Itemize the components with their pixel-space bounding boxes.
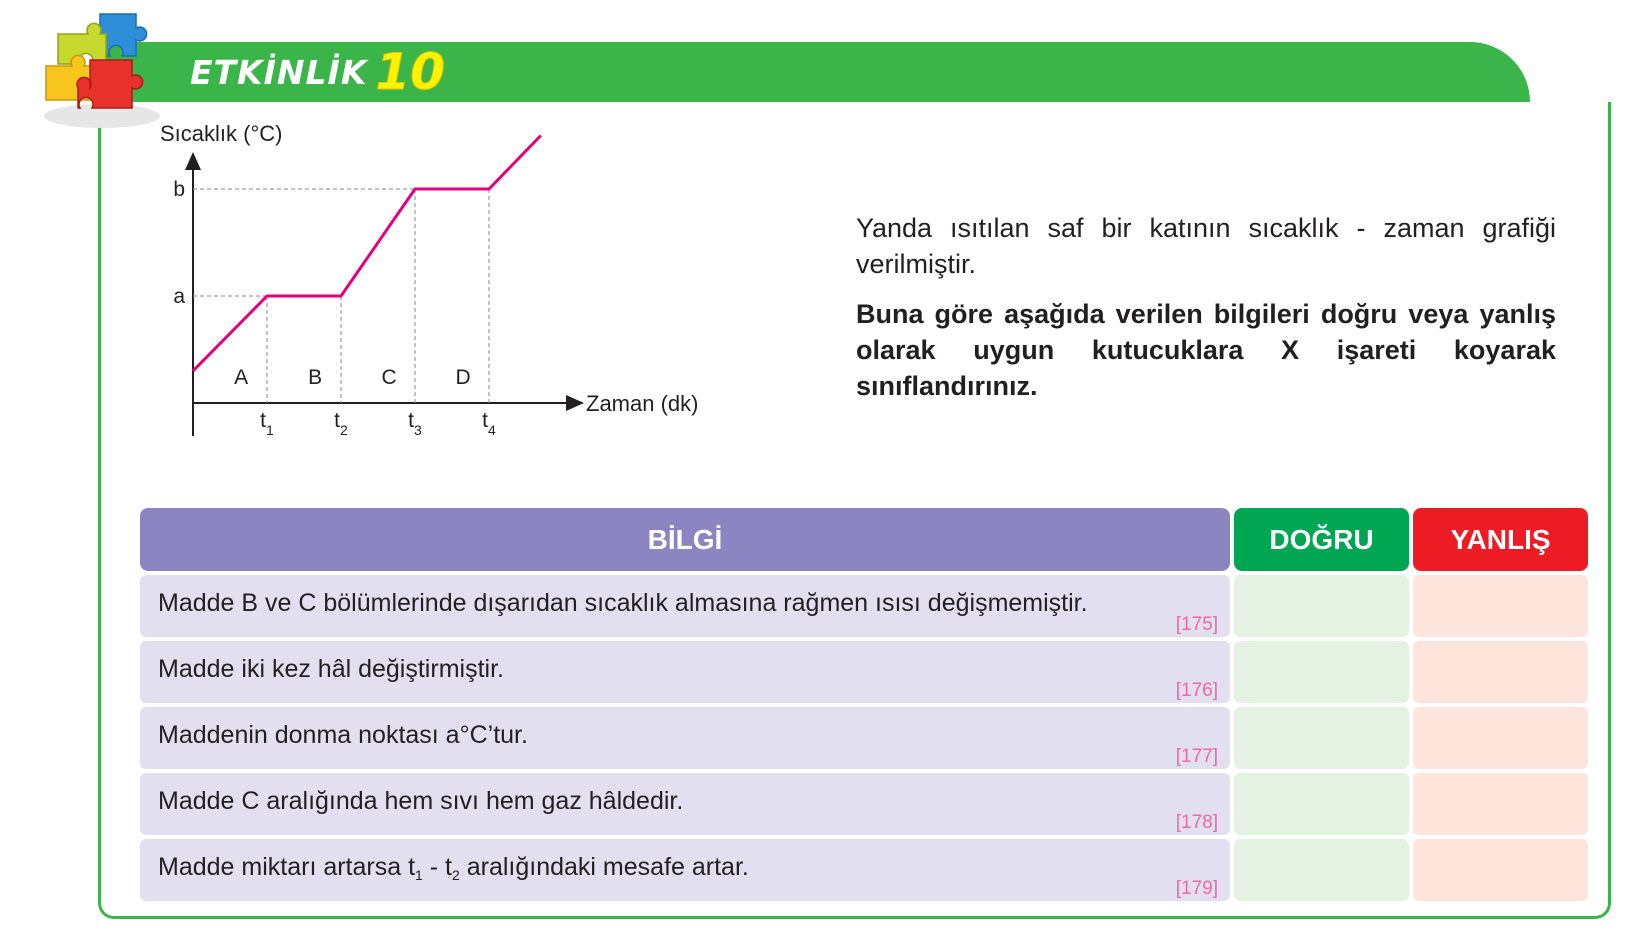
- instructions: [856, 210, 1556, 404]
- intro-instruction: Buna göre aşağıda verilen bilgileri doğru veya yanlış olarak uygun kutucuklara X işareti koyarak sınıflandırınız.: [856, 299, 1556, 401]
- false-checkbox-176[interactable]: [1413, 641, 1588, 703]
- statement-row-179: [140, 839, 1230, 901]
- true-checkbox-175[interactable]: [1234, 575, 1409, 637]
- x-tick-t3: $t_3$: [408, 409, 422, 438]
- statement-text: Madde B ve C bölümlerinde dışarıdan sıcaklık almasına rağmen ısısı değişmemiştir.: [158, 589, 1088, 617]
- statement-text: Madde iki kez hâl değiştirmiştir.: [158, 655, 504, 683]
- statement-row-176: [140, 641, 1230, 703]
- y-axis-label: Sıcaklık (°C): [160, 121, 283, 146]
- question-code: [179]: [1175, 878, 1218, 899]
- question-code: [176]: [1175, 680, 1218, 701]
- puzzle-logo-icon: [30, 4, 170, 134]
- region-label-c: C: [381, 366, 397, 389]
- temperature-time-graph: [150, 120, 770, 460]
- false-checkbox-177[interactable]: [1413, 707, 1588, 769]
- x-tick-t1: $t_1$: [260, 409, 274, 438]
- x-tick-t4: $t_4$: [482, 409, 496, 438]
- statement-text: Madde C aralığında hem sıvı hem gaz hâldedir.: [158, 787, 684, 815]
- false-checkbox-179[interactable]: [1413, 839, 1588, 901]
- true-checkbox-177[interactable]: [1234, 707, 1409, 769]
- y-tick-b: b: [173, 178, 185, 201]
- question-code: [175]: [1175, 614, 1218, 635]
- region-label-a: A: [234, 366, 249, 389]
- statement-text: Madde miktarı artarsa $t_1 - t_2$ aralığındaki mesafe artar.: [158, 853, 749, 883]
- true-checkbox-178[interactable]: [1234, 773, 1409, 835]
- x-tick-t2: $t_2$: [334, 409, 348, 438]
- x-axis-label: Zaman (dk): [586, 391, 699, 416]
- question-code: [177]: [1175, 746, 1218, 767]
- y-tick-a: a: [173, 285, 185, 308]
- statement-text: Maddenin donma noktası a°C’tur.: [158, 721, 528, 749]
- header-info: BİLGİ: [140, 508, 1230, 571]
- true-checkbox-179[interactable]: [1234, 839, 1409, 901]
- statement-row-177: [140, 707, 1230, 769]
- false-checkbox-175[interactable]: [1413, 575, 1588, 637]
- question-code: [178]: [1175, 812, 1218, 833]
- false-checkbox-178[interactable]: [1413, 773, 1588, 835]
- statement-row-175: [140, 575, 1230, 637]
- statement-row-178: [140, 773, 1230, 835]
- region-label-b: B: [308, 366, 323, 389]
- true-checkbox-176[interactable]: [1234, 641, 1409, 703]
- activity-title: [190, 44, 445, 100]
- intro-sentence: Yanda ısıtılan saf bir katının sıcaklık - zaman grafiği verilmiştir.: [856, 213, 1556, 279]
- header-true: DOĞRU: [1234, 508, 1409, 571]
- region-label-d: D: [455, 366, 471, 389]
- title-word: ETKİNLİK: [190, 52, 368, 92]
- title-number: 10: [375, 43, 445, 101]
- header-false: YANLIŞ: [1413, 508, 1588, 571]
